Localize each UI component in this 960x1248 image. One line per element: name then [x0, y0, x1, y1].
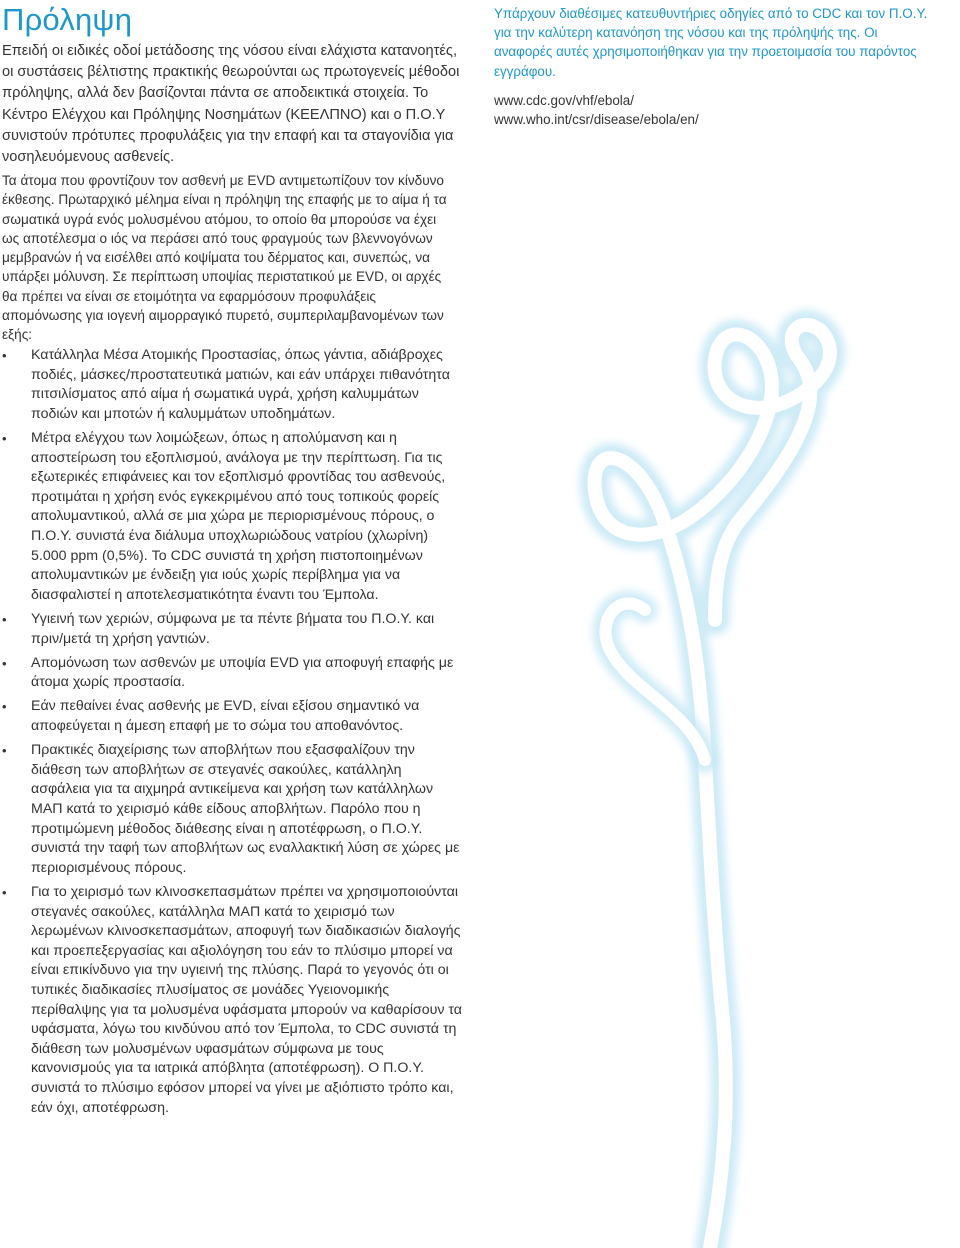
list-item	[2, 610, 464, 649]
bullet-icon: •	[2, 611, 7, 627]
list-item	[2, 429, 464, 605]
virus-filament-branch-core	[605, 604, 705, 760]
list-item	[2, 741, 464, 878]
link-cdc[interactable]: www.cdc.gov/vhf/ebola/	[494, 92, 634, 108]
bullet-icon: •	[2, 348, 7, 363]
ebola-virus-illustration	[540, 290, 960, 1248]
list-item	[2, 346, 464, 424]
virus-filament-core	[595, 325, 830, 1248]
measure-text: Κατάλληλα Μέσα Ατομικής Προστασίας, όπως γάντια, αδιάβροχες ποδιές, μάσκες/προστατευτικά ματιών, και εάν υπάρχει πιθανότητα πιτσιλίσματος από αίμα ή σωματικά υγρά, χρήση καλυμμάτων ποδιών και μποτών ή καλυμμάτων υποδημάτων.	[31, 347, 450, 422]
bullet-icon: •	[2, 743, 7, 759]
reference-links	[494, 91, 934, 130]
bullet-icon: •	[2, 430, 7, 446]
bullet-icon: •	[2, 885, 7, 900]
virus-filament-branch	[605, 604, 705, 760]
measure-text: Για το χειρισμό των κλινοσκεπασμάτων πρέπει να χρησιμοποιούνται στεγανές σακούλες, κατάλληλα ΜΑΠ κατά το χειρισμό των λερωμένων κλινοσκεπασμάτων, αποφυγή των διαδικασιών διαλογής και προεπεξεργασίας και αξιολόγηση του εάν το πλύσιμο μπορεί να είναι επικίνδυνο για την υγιεινή της πλύσης. Παρά το γεγονός ότι οι τυπικές διαδικασίες πλυσίματος σε μονάδες Υγειονομικής περίθαλψης για τα μολυσμένα υφάσματα μπορούν να καθαρίσουν τα υφάσματα, λόγω του κινδύνου από τον Έμπολα, το CDC συνιστά τη διάθεση των μολυσμένων υφασμάτων σύμφωνα με τους κανονισμούς για τα ιατρικά απόβλητα (αποτέφρωση). Ο Π.Ο.Υ. συνιστά το πλύσιμο εφόσον μπορεί να γίνει με αξιόπιστο τρόπο και, εάν όχι, αποτέφρωση.	[31, 884, 463, 1116]
bullet-icon: •	[2, 655, 7, 671]
prevention-measures-list	[2, 346, 464, 1123]
measure-text: Πρακτικές διαχείρισης των αποβλήτων που εξασφαλίζουν την διάθεση των αποβλήτων σε στεγανές σακούλες, κατάλληλη ασφάλεια για τα αιχμηρά αντικείμενα και χρήση των κατάλληλων ΜΑΠ κατά το χειρισμό κάθε είδους αποβλήτων. Παρόλο που η προτιμώμενη μέθοδος διάθεσης είναι η αποτέφρωση, ο Π.Ο.Υ. συνιστά την ταφή των αποβλήτων ως εναλλακτική λύση σε χώρες με περιορισμένους πόρους.	[31, 742, 460, 876]
page-title: Πρόληψη	[2, 2, 133, 37]
intro-paragraph: Επειδή οι ειδικές οδοί μετάδοσης της νόσου είναι ελάχιστα κατανοητές, οι συστάσεις βέλτιστης πρακτικής θεωρούνται ως πρωτογενείς μέθοδοι πρόληψης, αλλά δεν βασίζονται πάντα σε αποδεικτικά στοιχεία. Το Κέντρο Ελέγχου και Πρόληψης Νοσημάτων (ΚΕΕΛΠΝΟ) και ο Π.Ο.Υ συνιστούν πρότυπες προφυλάξεις για την επαφή και τα σταγονίδια για νοσηλευόμενους ασθενείς.	[2, 43, 460, 166]
measure-text: Εάν πεθαίνει ένας ασθενής με EVD, είναι εξίσου σημαντικό να αποφεύγεται η άμεση επαφή με το σώμα του αποθανόντος.	[31, 698, 420, 735]
risk-paragraph: Τα άτομα που φροντίζουν τον ασθενή με EVD αντιμετωπίζουν τον κίνδυνο έκθεσης. Πρωταρχικό μέλημα είναι η πρόληψη της επαφής με το αίμα ή τα σωματικά υγρά ενός μολυσμένου ατόμου, το οποίο θα μπορούσε να έχει ως αποτέλεσμα ο ιός να περάσει από τους φραγμούς των βλεννογόνων μεμβρανών ή να εισέλθει από κοψίματα του δέρματος και, συνεπώς, να υπάρξει μόλυνση. Σε περίπτωση υποψίας περιστατικού με EVD, οι αρχές θα πρέπει να είναι σε ετοιμότητα να εφαρμόσουν προφυλάξεις απομόνωσης για ιογενή αιμορραγικό πυρετό, συμπεριλαμβανομένων των εξής:	[2, 173, 447, 343]
references-note: Υπάρχουν διαθέσιμες κατευθυντήριες οδηγίες από το CDC και τον Π.Ο.Υ. για την καλύτερη κατανόηση της νόσου και της πρόληψής της. Οι αναφορές αυτές χρησιμοποιήθηκαν για την προετοιμασία του παρόντος εγγράφου.	[494, 6, 928, 79]
measure-text: Υγιεινή των χεριών, σύμφωνα με τα πέντε βήματα του Π.Ο.Υ. και πριν/μετά τη χρήση γαντιών.	[31, 610, 435, 647]
list-item	[2, 697, 464, 736]
measure-text: Μέτρα ελέγχου των λοιμώξεων, όπως η απολύμανση και η αποστείρωση του εξοπλισμού, ανάλογα με την περίπτωση. Για τις εξωτερικές επιφάνειες και τον εξοπλισμό φροντίδας του ασθενούς, προτιμάται η χρήση ενός εγκεκριμένου από τους τοπικούς φορείς απολυμαντικού, αλλά σε μια χώρα με περιορισμένους πόρους, ο Π.Ο.Υ. συνιστά ένα διάλυμα υποχλωριώδους νατρίου (χλωρίνη) 5.000 ppm (0,5%). Το CDC συνιστά τη χρήση πιστοποιημένων απολυμαντικών με ένδειξη για ιούς χωρίς περίβλημα για να διασφαλιστεί η αποτελεσματικότητα έναντι του Έμπολα.	[31, 429, 446, 603]
list-item	[2, 654, 464, 693]
link-who[interactable]: www.who.int/csr/disease/ebola/en/	[494, 112, 699, 128]
references-sidebar	[494, 4, 934, 130]
list-item	[2, 883, 464, 1118]
virus-filament-glow	[595, 325, 830, 1248]
bullet-icon: •	[2, 699, 7, 715]
measure-text: Απομόνωση των ασθενών με υποψία EVD για αποφυγή επαφής με άτομα χωρίς προστασία.	[31, 654, 454, 691]
